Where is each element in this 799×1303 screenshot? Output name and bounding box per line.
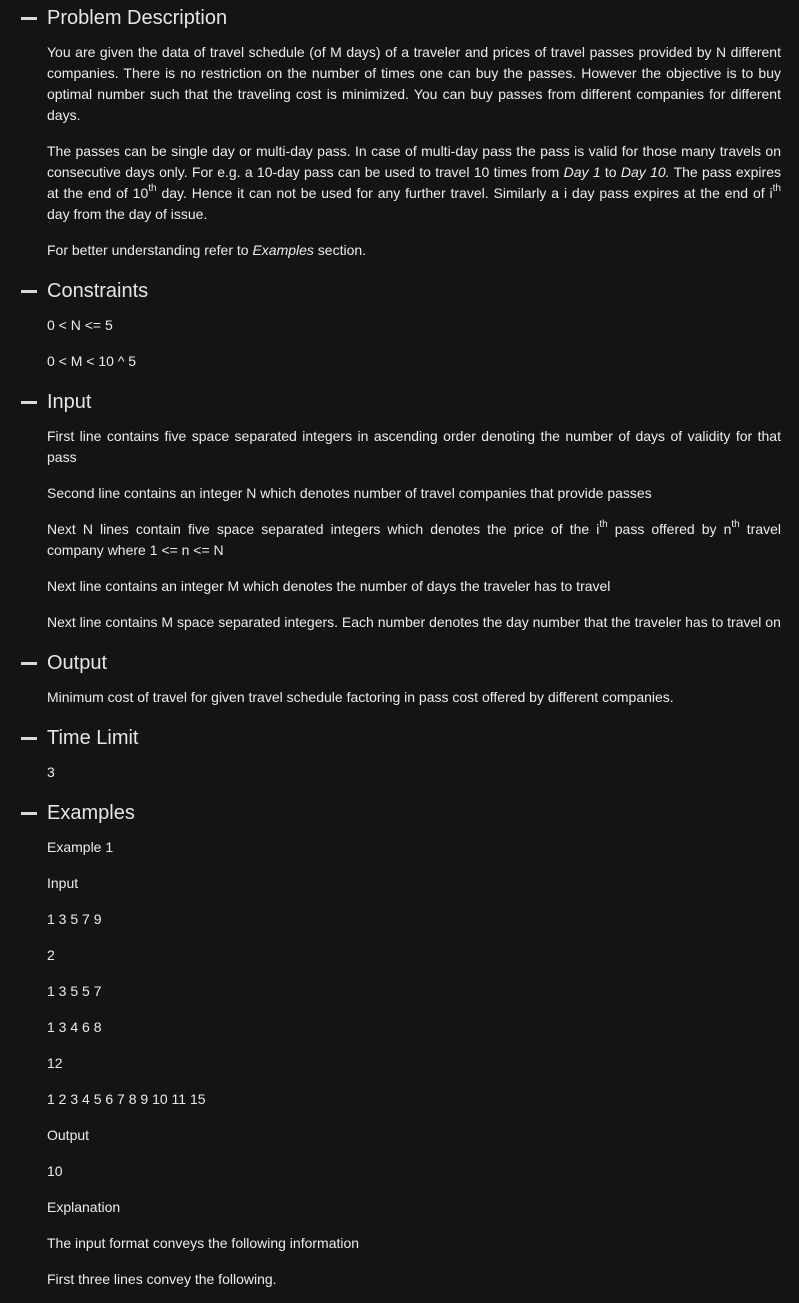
section-title: Input bbox=[47, 391, 92, 413]
problem-paragraph-1: You are given the data of travel schedule (of M days) of a traveler and prices of travel passes provided by N different companies. There is no restriction on the number of times one can buy the passes. However the objective is to buy optimal number such that the traveling cost is minimized. You can buy passes from different companies for different days. bbox=[47, 44, 781, 123]
constraint-m: 0 < M < 10 ^ 5 bbox=[47, 353, 137, 369]
section-header-examples[interactable] bbox=[0, 797, 799, 833]
section-header-constraints[interactable] bbox=[0, 275, 799, 311]
input-line-2: Second line contains an integer N which denotes number of travel companies that provide passes bbox=[47, 485, 652, 501]
example-line: 1 3 5 5 7 bbox=[47, 983, 102, 999]
problem-paragraph-2: The passes can be single day or multi-day pass. In case of multi-day pass the pass is valid for those many travels on consecutive days only. For e.g. a 10-day pass can be used to travel 10 times from Day 1 to Day 10. The pass expires at the end of 10th day. Hence it can not be used for any further travel. Similarly a i day pass expires at the end of $i^{th}$ day from the day of issue. bbox=[47, 143, 781, 222]
section-header-time-limit[interactable] bbox=[0, 722, 799, 758]
collapse-icon[interactable] bbox=[21, 17, 37, 20]
examples-reference: Examples bbox=[252, 242, 314, 258]
section-title: Output bbox=[47, 652, 108, 674]
section-title: Constraints bbox=[47, 280, 149, 302]
example-line: First three lines convey the following. bbox=[47, 1271, 277, 1287]
example-line: 2 bbox=[47, 947, 55, 963]
problem-paragraph-3: For better understanding refer to Examples section. bbox=[47, 242, 367, 258]
input-line-4: Next line contains an integer M which denotes the number of days the traveler has to travel bbox=[47, 578, 611, 594]
example-line: 1 3 4 6 8 bbox=[47, 1019, 102, 1035]
example-line: 1 2 3 4 5 6 7 8 9 10 11 15 bbox=[47, 1091, 206, 1107]
example-line: 12 bbox=[47, 1055, 63, 1071]
section-header-output[interactable] bbox=[0, 647, 799, 683]
section-title: Problem Description bbox=[47, 7, 228, 29]
example-line: Output bbox=[47, 1127, 90, 1143]
collapse-icon[interactable] bbox=[21, 401, 37, 404]
example-line: The input format conveys the following information bbox=[47, 1235, 360, 1251]
collapse-icon[interactable] bbox=[21, 662, 37, 665]
collapse-icon[interactable] bbox=[21, 812, 37, 815]
section-header-problem-description[interactable] bbox=[0, 2, 799, 38]
example-line: 1 3 5 7 9 bbox=[47, 911, 102, 927]
section-title: Examples bbox=[47, 802, 135, 824]
example-line: Example 1 bbox=[47, 839, 114, 855]
input-line-1: First line contains five space separated integers in ascending order denoting the number of days of validity for that pass bbox=[47, 428, 781, 465]
constraint-n: 0 < N <= 5 bbox=[47, 317, 113, 333]
example-line: Input bbox=[47, 875, 79, 891]
input-line-5: Next line contains M space separated integers. Each number denotes the day number that the traveler has to travel on bbox=[47, 614, 781, 630]
collapse-icon[interactable] bbox=[21, 290, 37, 293]
example-line: Explanation bbox=[47, 1199, 121, 1215]
collapse-icon[interactable] bbox=[21, 737, 37, 740]
input-line-3: Next N lines contain five space separated integers which denotes the price of the $i^{th}$ pass offered by $n^{th}$ travel company where 1 <= n <= N bbox=[47, 519, 781, 558]
example-line: 10 bbox=[47, 1163, 63, 1179]
section-header-input[interactable] bbox=[0, 386, 799, 422]
time-limit-value: 3 bbox=[47, 764, 55, 780]
section-title: Time Limit bbox=[47, 727, 139, 749]
output-description: Minimum cost of travel for given travel schedule factoring in pass cost offered by different companies. bbox=[47, 689, 674, 705]
